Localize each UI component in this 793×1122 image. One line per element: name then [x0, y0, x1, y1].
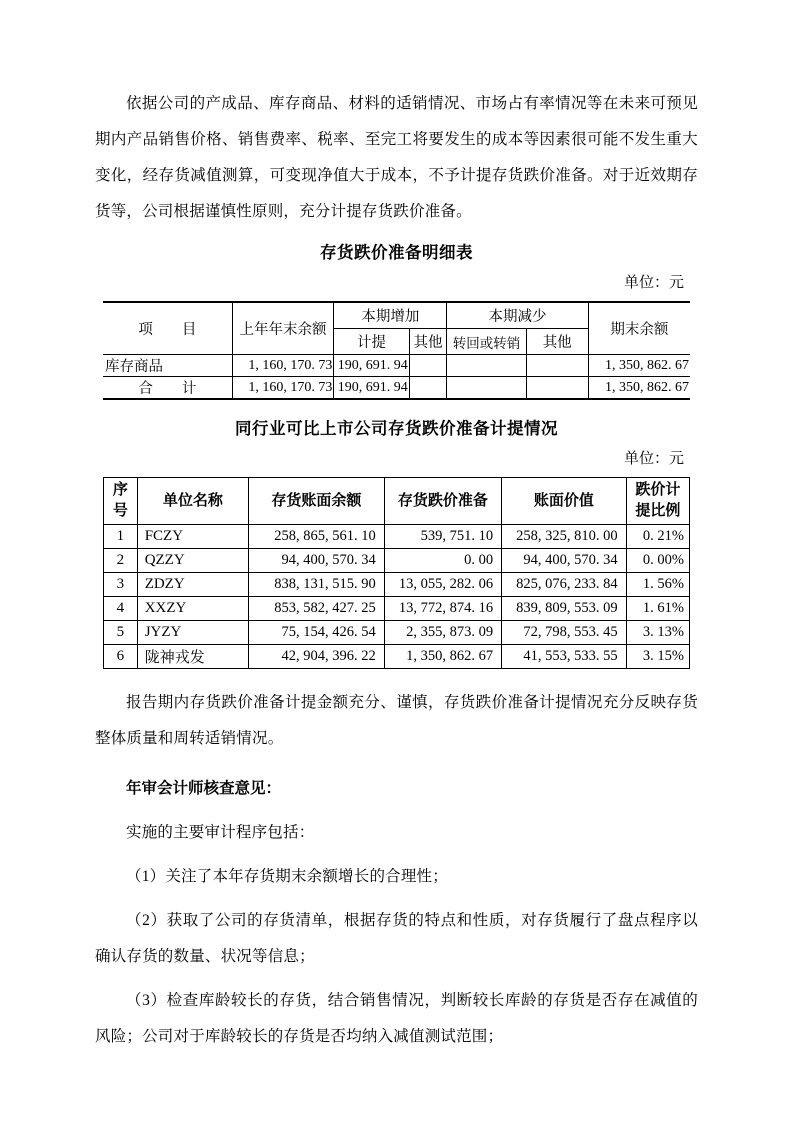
bookvalue-cell: 825, 076, 233. 84 [502, 573, 627, 597]
total-end-value: 1, 350, 862. 67 [588, 377, 690, 400]
balance-cell: 42, 904, 396. 22 [248, 645, 384, 669]
company-cell: FCZY [137, 525, 248, 549]
header-company: 单位名称 [137, 478, 248, 525]
seq-cell: 6 [104, 645, 138, 669]
header-item: 项 目 [103, 302, 232, 355]
procedure-item-2: （2）获取了公司的存货清单，根据存货的特点和性质，对存货履行了盘点程序以确认存货的数量、状况等信息； [95, 912, 698, 965]
total-label: 合 计 [103, 377, 232, 400]
table-row [104, 621, 690, 645]
header-increase-other: 其他 [409, 329, 447, 355]
table-header-row [103, 302, 690, 329]
row-item-label: 库存商品 [103, 355, 232, 377]
table-row [104, 597, 690, 621]
header-current-increase: 本期增加 [334, 302, 447, 329]
company-cell: 陇神戎发 [137, 645, 248, 669]
row-accrual-value: 190, 691. 94 [334, 355, 409, 377]
total-reversal-value [447, 377, 526, 400]
auditor-opinion-heading: 年审会计师核查意见： [126, 780, 282, 797]
balance-cell: 94, 400, 570. 34 [248, 549, 384, 573]
inventory-provision-table [103, 301, 690, 400]
table-total-row [103, 377, 690, 400]
unit-label-2: 单位：元 [623, 451, 684, 467]
row-prev-value: 1, 160, 170. 73 [232, 355, 334, 377]
header-decrease-other: 其他 [526, 329, 588, 355]
intro-paragraph: 依据公司的产成品、库存商品、材料的适销情况、市场占有率情况等在未来可预见期内产品销售价格、销售费率、税率、至完工将要发生的成本等因素很可能不发生重大变化，经存货减值测算，可变现净值大于成本，不予计提存货跌价准备。对于近效期存货等，公司根据谨慎性原则，充分计提存货跌价准备。 [95, 95, 698, 220]
balance-cell: 838, 131, 515. 90 [248, 573, 384, 597]
header-prev-year-end: 上年年末余额 [232, 302, 334, 355]
procedure-item-1: （1）关注了本年存货期末余额增长的合理性； [126, 868, 448, 885]
bookvalue-cell: 41, 553, 533. 55 [502, 645, 627, 669]
ratio-cell: 1. 56% [626, 573, 689, 597]
total-increase-other-value [409, 377, 447, 400]
bookvalue-cell: 258, 325, 810. 00 [502, 525, 627, 549]
company-cell: XXZY [137, 597, 248, 621]
table-row [104, 525, 690, 549]
total-accrual-value: 190, 691. 94 [334, 377, 409, 400]
seq-cell: 4 [104, 597, 138, 621]
total-decrease-other-value [526, 377, 588, 400]
table-header-row [104, 478, 690, 525]
row-increase-other-value [409, 355, 447, 377]
peer-comparison-table [103, 477, 690, 669]
company-cell: ZDZY [137, 573, 248, 597]
balance-cell: 258, 865, 561. 10 [248, 525, 384, 549]
header-inventory-balance: 存货账面余额 [248, 478, 384, 525]
bookvalue-cell: 72, 798, 553. 45 [502, 621, 627, 645]
spacer [95, 669, 698, 675]
header-period-end: 期末余额 [588, 302, 690, 355]
bookvalue-cell: 94, 400, 570. 34 [502, 549, 627, 573]
header-book-value: 账面价值 [502, 478, 627, 525]
table-row [104, 645, 690, 669]
company-cell: JYZY [137, 621, 248, 645]
provision-cell: 13, 055, 282. 06 [384, 573, 501, 597]
header-reversal: 转回或转销 [447, 329, 526, 355]
provision-cell: 539, 751. 10 [384, 525, 501, 549]
seq-cell: 5 [104, 621, 138, 645]
unit-label-1: 单位：元 [623, 275, 684, 291]
provision-cell: 0. 00 [384, 549, 501, 573]
header-current-decrease: 本期减少 [447, 302, 588, 329]
total-prev-value: 1, 160, 170. 73 [232, 377, 334, 400]
table-row [104, 573, 690, 597]
balance-cell: 75, 154, 426. 54 [248, 621, 384, 645]
ratio-cell: 1. 61% [626, 597, 689, 621]
row-reversal-value [447, 355, 526, 377]
ratio-cell: 3. 13% [626, 621, 689, 645]
company-cell: QZZY [137, 549, 248, 573]
procedures-intro: 实施的主要审计程序包括： [126, 824, 315, 841]
header-accrual: 计提 [334, 329, 409, 355]
ratio-cell: 0. 00% [626, 549, 689, 573]
procedure-item-3: （3）检查库龄较长的存货，结合销售情况，判断较长库龄的存货是否存在减值的风险；公司对于库龄较长的存货是否均纳入减值测试范围； [95, 992, 698, 1045]
header-provision-ratio: 跌价计提比例 [626, 478, 689, 525]
row-decrease-other-value [526, 355, 588, 377]
balance-cell: 853, 582, 427. 25 [248, 597, 384, 621]
ratio-cell: 0. 21% [626, 525, 689, 549]
table-row [103, 355, 690, 377]
bookvalue-cell: 839, 809, 553. 09 [502, 597, 627, 621]
seq-cell: 1 [104, 525, 138, 549]
ratio-cell: 3. 15% [626, 645, 689, 669]
peer-table-title: 同行业可比上市公司存货跌价准备计提情况 [235, 419, 558, 438]
row-end-value: 1, 350, 862. 67 [588, 355, 690, 377]
seq-cell: 3 [104, 573, 138, 597]
seq-cell: 2 [104, 549, 138, 573]
conclusion-paragraph: 报告期内存货跌价准备计提金额充分、谨慎，存货跌价准备计提情况充分反映存货整体质量和周转适销情况。 [95, 694, 698, 747]
header-seq: 序号 [104, 478, 138, 525]
inventory-table-title: 存货跌价准备明细表 [320, 243, 473, 262]
provision-cell: 2, 355, 873. 09 [384, 621, 501, 645]
table-row [104, 549, 690, 573]
header-provision: 存货跌价准备 [384, 478, 501, 525]
provision-cell: 1, 350, 862. 67 [384, 645, 501, 669]
provision-cell: 13, 772, 874. 16 [384, 597, 501, 621]
